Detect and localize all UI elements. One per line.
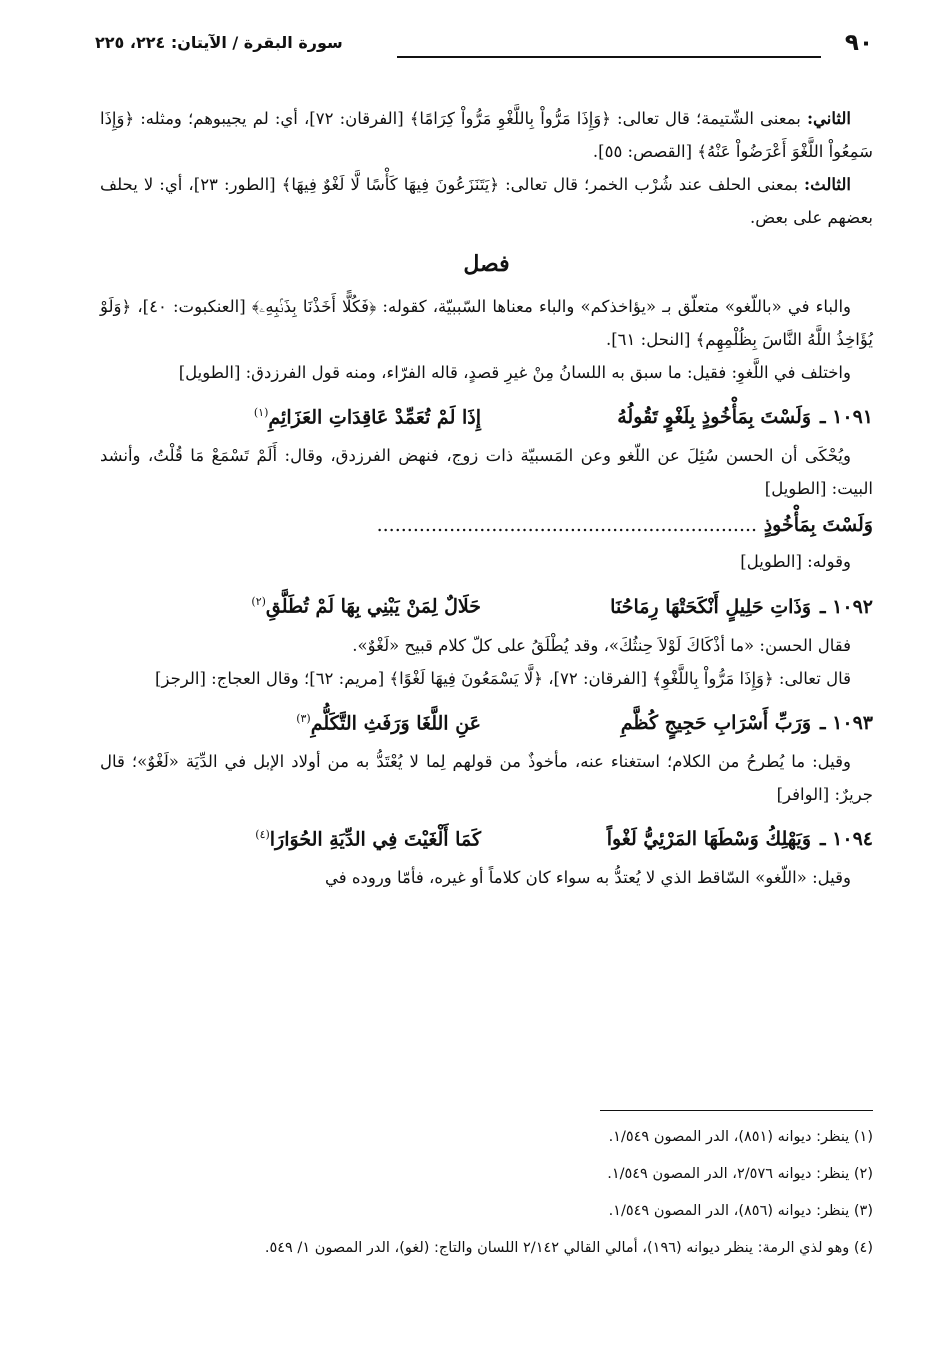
verse-hemistich-second: كَمَا أَلْغَيْتَ فِي الدِّيَةِ الحُوَارَا	[269, 828, 481, 851]
paragraph: والباء في «باللّغو» متعلّق بـ «يؤاخذكم» والباء معناها السّببيّة، كقوله: ﴿فَكُلًّا أَخَذْنَا بِذَنۢبِهِۦ﴾ [العنكبوت: ٤٠]، ﴿وَلَوْ يُؤَاخِذُ اللَّهُ النَّاسَ بِظُلْمِهِم﴾ [النحل: ٦١].	[100, 297, 873, 349]
poetry-verse	[100, 701, 873, 741]
poetry-verse	[100, 395, 873, 435]
footnote-marker: (٣)	[296, 711, 311, 725]
footnote: (٤) وهو لذي الرمة: ينظر ديوانه (١٩٦)، أمالي القالي ٢/١٤٢ اللسان والتاج: (لغو)، الدر المصون ١/ ٥٤٩.	[264, 1240, 873, 1256]
paragraph: قال تعالى: ﴿وَإِذَا مَرُّواْ بِاللَّغْوِ﴾ [الفرقان: ٧٢]، ﴿لَّا يَسْمَعُونَ فِيهَا لَغْوًا﴾ [مريم: ٦٢]؛ وقال العجاج: [الرجز]	[155, 668, 851, 688]
footnote-marker: (٢)	[251, 595, 266, 609]
footnote-marker: (١)	[253, 406, 269, 419]
verse-hemistich-second: إِذَا لَمْ تُعَمِّدْ عَاقِدَاتِ العَزَائِمِ	[268, 406, 481, 429]
paragraph: وقيل: «اللّغو» السّاقط الذي لا يُعتدُّ به سواء كان كلاماً أو غيره، فأمّا وروده في	[324, 868, 851, 888]
poetry-verse	[100, 584, 873, 624]
paragraph: وقيل: ما يُطرحُ من الكلام؛ استغناء عنه، مأخوذٌ من قولهم لِما لا يُعْتَدُّ به من أولاد الإبل في الدِّيَة «لَغْوٌ»؛ قال جريرٌ: [الوافر]	[100, 751, 873, 804]
section-heading: فصل	[463, 251, 510, 277]
paragraph: فقال الحسن: «ما أذْكَاكَ لَوْلاَ حِنثُكَ»، وقد يُطْلَقُ على كلّ كلام قبيح «لَغْوٌ».	[352, 635, 851, 655]
running-title: سورة البقرة / الآيتان: ٢٢٤، ٢٢٥	[95, 33, 343, 52]
paragraph-text: بمعنى الحلف عند شُرْب الخمر؛ قال تعالى: ﴿يَتَنَزَعُونَ فِيهَا كَأْسًا لَّا لَغْوٌ فِيهَا﴾ [الطور: ٢٣]، أي: لا يحلف بعضهم على بعض.	[100, 175, 873, 227]
paragraph: واختلف في اللَّغوِ: فقيل: ما سبق به اللسانُ مِنْ غيرِ قصدٍ، قاله الفرّاء، ومنه قول الفرزدق: [الطويل]	[178, 363, 851, 382]
page-header	[95, 30, 873, 64]
verse-hemistich-first: وَيَهْلِكُ وَسْطَهَا المَرْئِيُّ لَغْواً	[606, 828, 811, 851]
verse-hemistich-first: وَذَاتِ حَلِيلٍ أَنْكَحَتْهَا رِمَاحُنَا	[610, 595, 811, 618]
verse-number: ١٠٩٣ ـ	[819, 711, 873, 734]
footnote: (٢) ينظر: ديوانه ٢/٥٧٦، الدر المصون ١/٥٤٩.	[607, 1166, 873, 1182]
paragraph-text: بمعنى الشّتيمة؛ قال تعالى: ﴿وَإِذَا مَرُّواْ بِاللَّغْوِ مَرُّواْ كِرَامًا﴾ [الفرقان: ٧٢]، أي: لم يجيبوهم؛ ومثله: ﴿وَإِذَا سَمِعُواْ اللَّغْوَ أَعْرَضُواْ عَنْهُ﴾ [القصص: ٥٥].	[100, 109, 873, 161]
footnote: (٣) ينظر: ديوانه (٨٥٦)، الدر المصون ١/٥٤٩.	[608, 1203, 873, 1219]
header-rule	[397, 56, 821, 58]
footnote: (١) ينظر: ديوانه (٨٥١)، الدر المصون ١/٥٤٩.	[608, 1129, 873, 1145]
paragraph-label: الثالث:	[804, 175, 851, 194]
paragraph: وقوله: [الطويل]	[740, 552, 851, 572]
footnote-marker: (٤)	[255, 827, 270, 841]
verse-number: ١٠٩٢ ـ	[819, 595, 873, 618]
paragraph	[100, 102, 873, 168]
verse-hemistich-first: وَرَبِّ أَسْرَابِ حَجِيجٍ كُظَّمِ	[620, 711, 811, 734]
verse-hemistich-second: حَلَالٌ لِمَنْ يَبْنِي بِهَا لَمْ تُطَلَّقِ	[265, 595, 481, 618]
poetry-verse	[100, 817, 873, 857]
verse-fragment-text: وَلَسْتَ بِمَأْخُوذٍ	[763, 514, 873, 537]
verse-fragment	[100, 505, 873, 545]
paragraph-label: الثاني:	[806, 109, 852, 128]
footnote-separator	[600, 1110, 873, 1111]
paragraph	[100, 168, 873, 234]
footnotes	[100, 1122, 873, 1270]
verse-hemistich-second: عَنِ اللَّغَا وَرَفَثِ التَّكَلُّمِ	[310, 711, 481, 734]
paragraph: ويُحْكَى أن الحسن سُئِلَ عن اللّغو وعن المَسبيّة ذات زوج، فنهض الفرزدق، وقال: أَلَمْ تَسْمَعْ مَا قُلْتُ، وأنشد البيت: [الطويل]	[100, 446, 873, 499]
page-number: ٩٠	[844, 30, 873, 56]
verse-number: ١٠٩١ ـ	[819, 406, 873, 429]
main-text	[100, 102, 873, 894]
verse-hemistich-first: وَلَسْتَ بِمَأْخُوذٍ بِلَغْوٍ تَقُولُهُ	[617, 406, 811, 429]
ellipsis-dots: ...............................................................	[376, 514, 758, 537]
verse-number: ١٠٩٤ ـ	[819, 828, 873, 851]
